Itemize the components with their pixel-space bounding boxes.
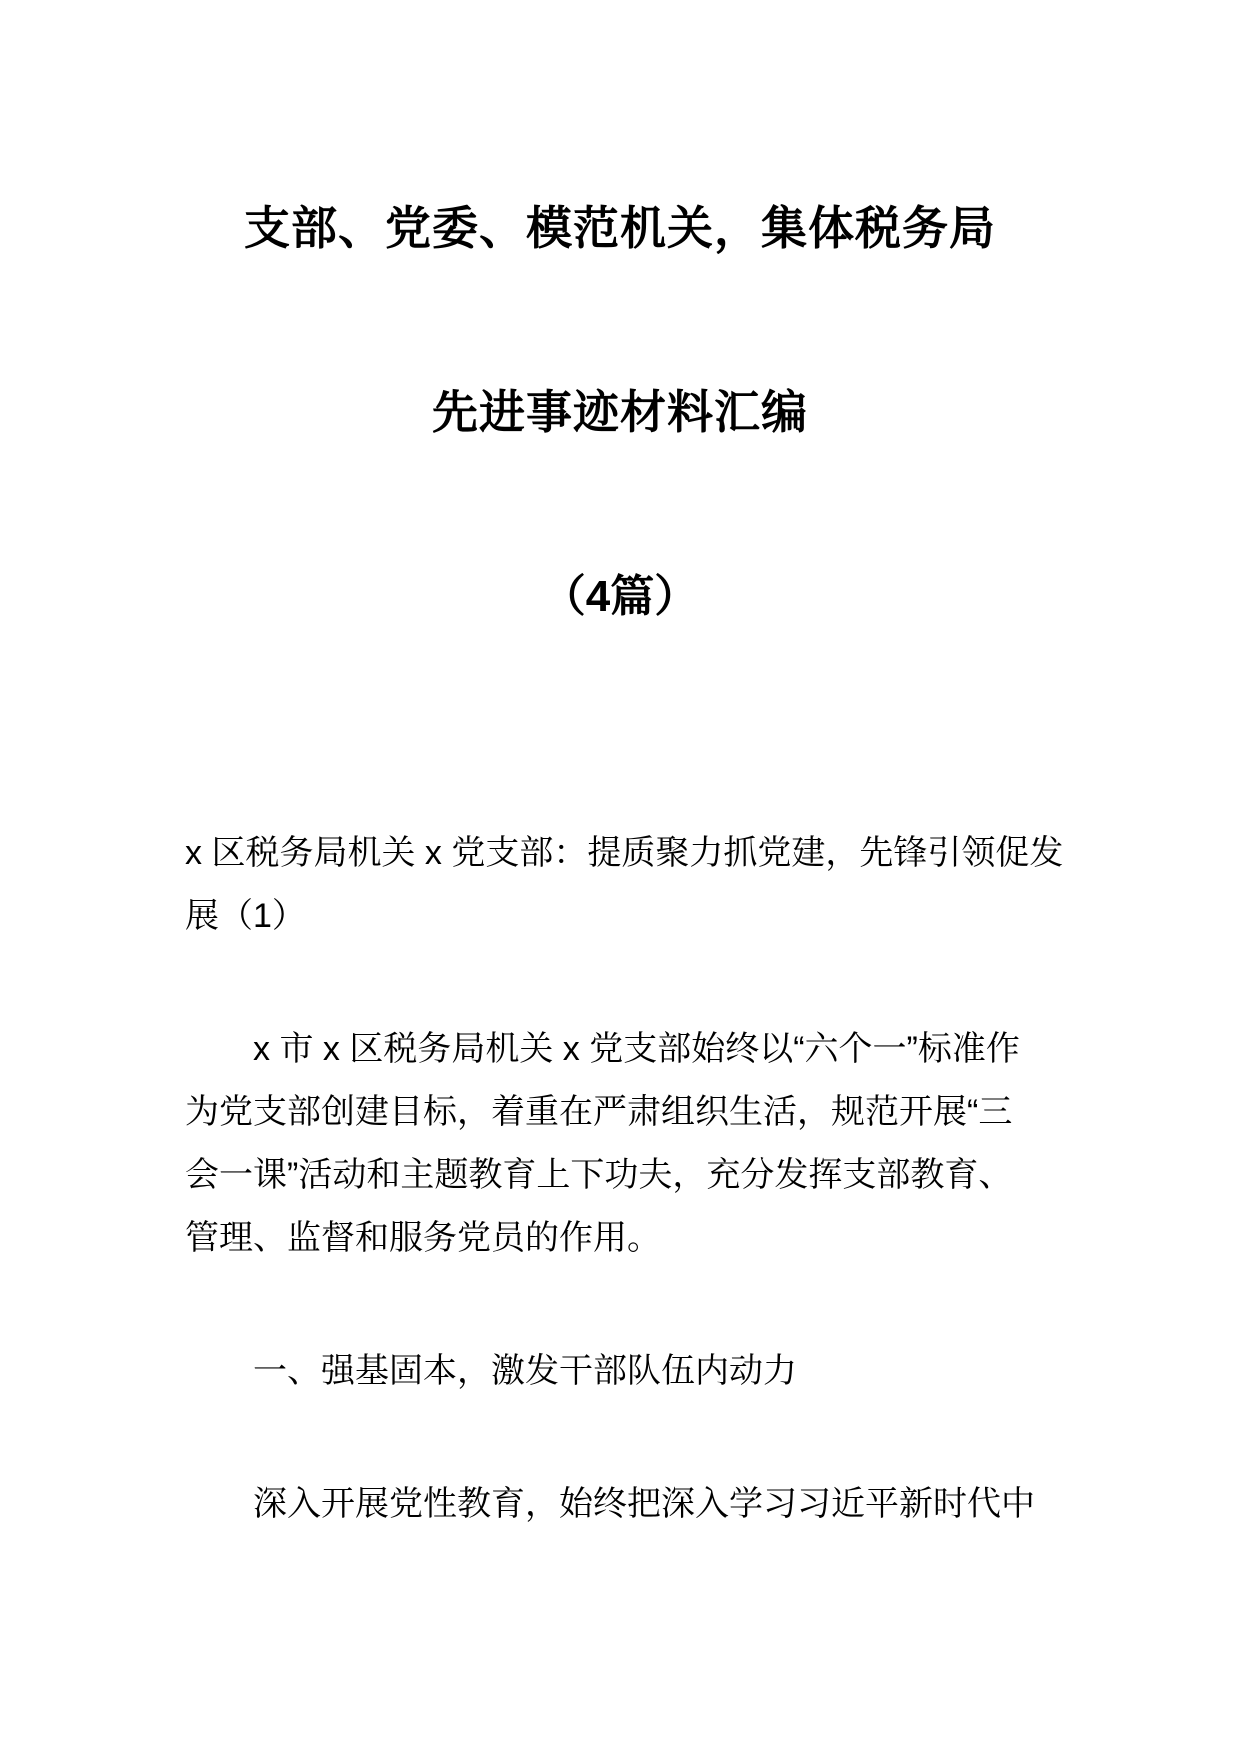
text-line: 一、强基固本，激发干部队伍内动力 bbox=[253, 1352, 797, 1390]
text-line: 展（1） bbox=[185, 897, 306, 935]
paragraph-body bbox=[185, 1018, 1065, 1270]
text-line: 管理、监督和服务党员的作用。 bbox=[185, 1219, 661, 1257]
text-line: x 市 x 区税务局机关 x 党支部始终以“六个一”标准作 bbox=[253, 1030, 1020, 1068]
document-title-line-2: 先进事迹材料汇编 bbox=[432, 386, 808, 438]
text-line: 会一课”活动和主题教育上下功夫，充分发挥支部教育、 bbox=[185, 1156, 1013, 1194]
document-title-line-1: 支部、党委、模范机关，集体税务局 bbox=[244, 202, 996, 254]
document-article-count: （4篇） bbox=[541, 572, 699, 621]
text-line: x 区税务局机关 x 党支部：提质聚力抓党建，先锋引领促发 bbox=[185, 834, 1064, 872]
paragraph-article-title bbox=[185, 822, 1065, 948]
paragraph-section-heading bbox=[185, 1340, 1065, 1403]
text-line: 为党支部创建目标，着重在严肃组织生活，规范开展“三 bbox=[185, 1093, 1013, 1131]
text-line: 深入开展党性教育，始终把深入学习习近平新时代中 bbox=[253, 1485, 1035, 1523]
document-body bbox=[185, 822, 1065, 1536]
paragraph-body bbox=[185, 1473, 1065, 1536]
